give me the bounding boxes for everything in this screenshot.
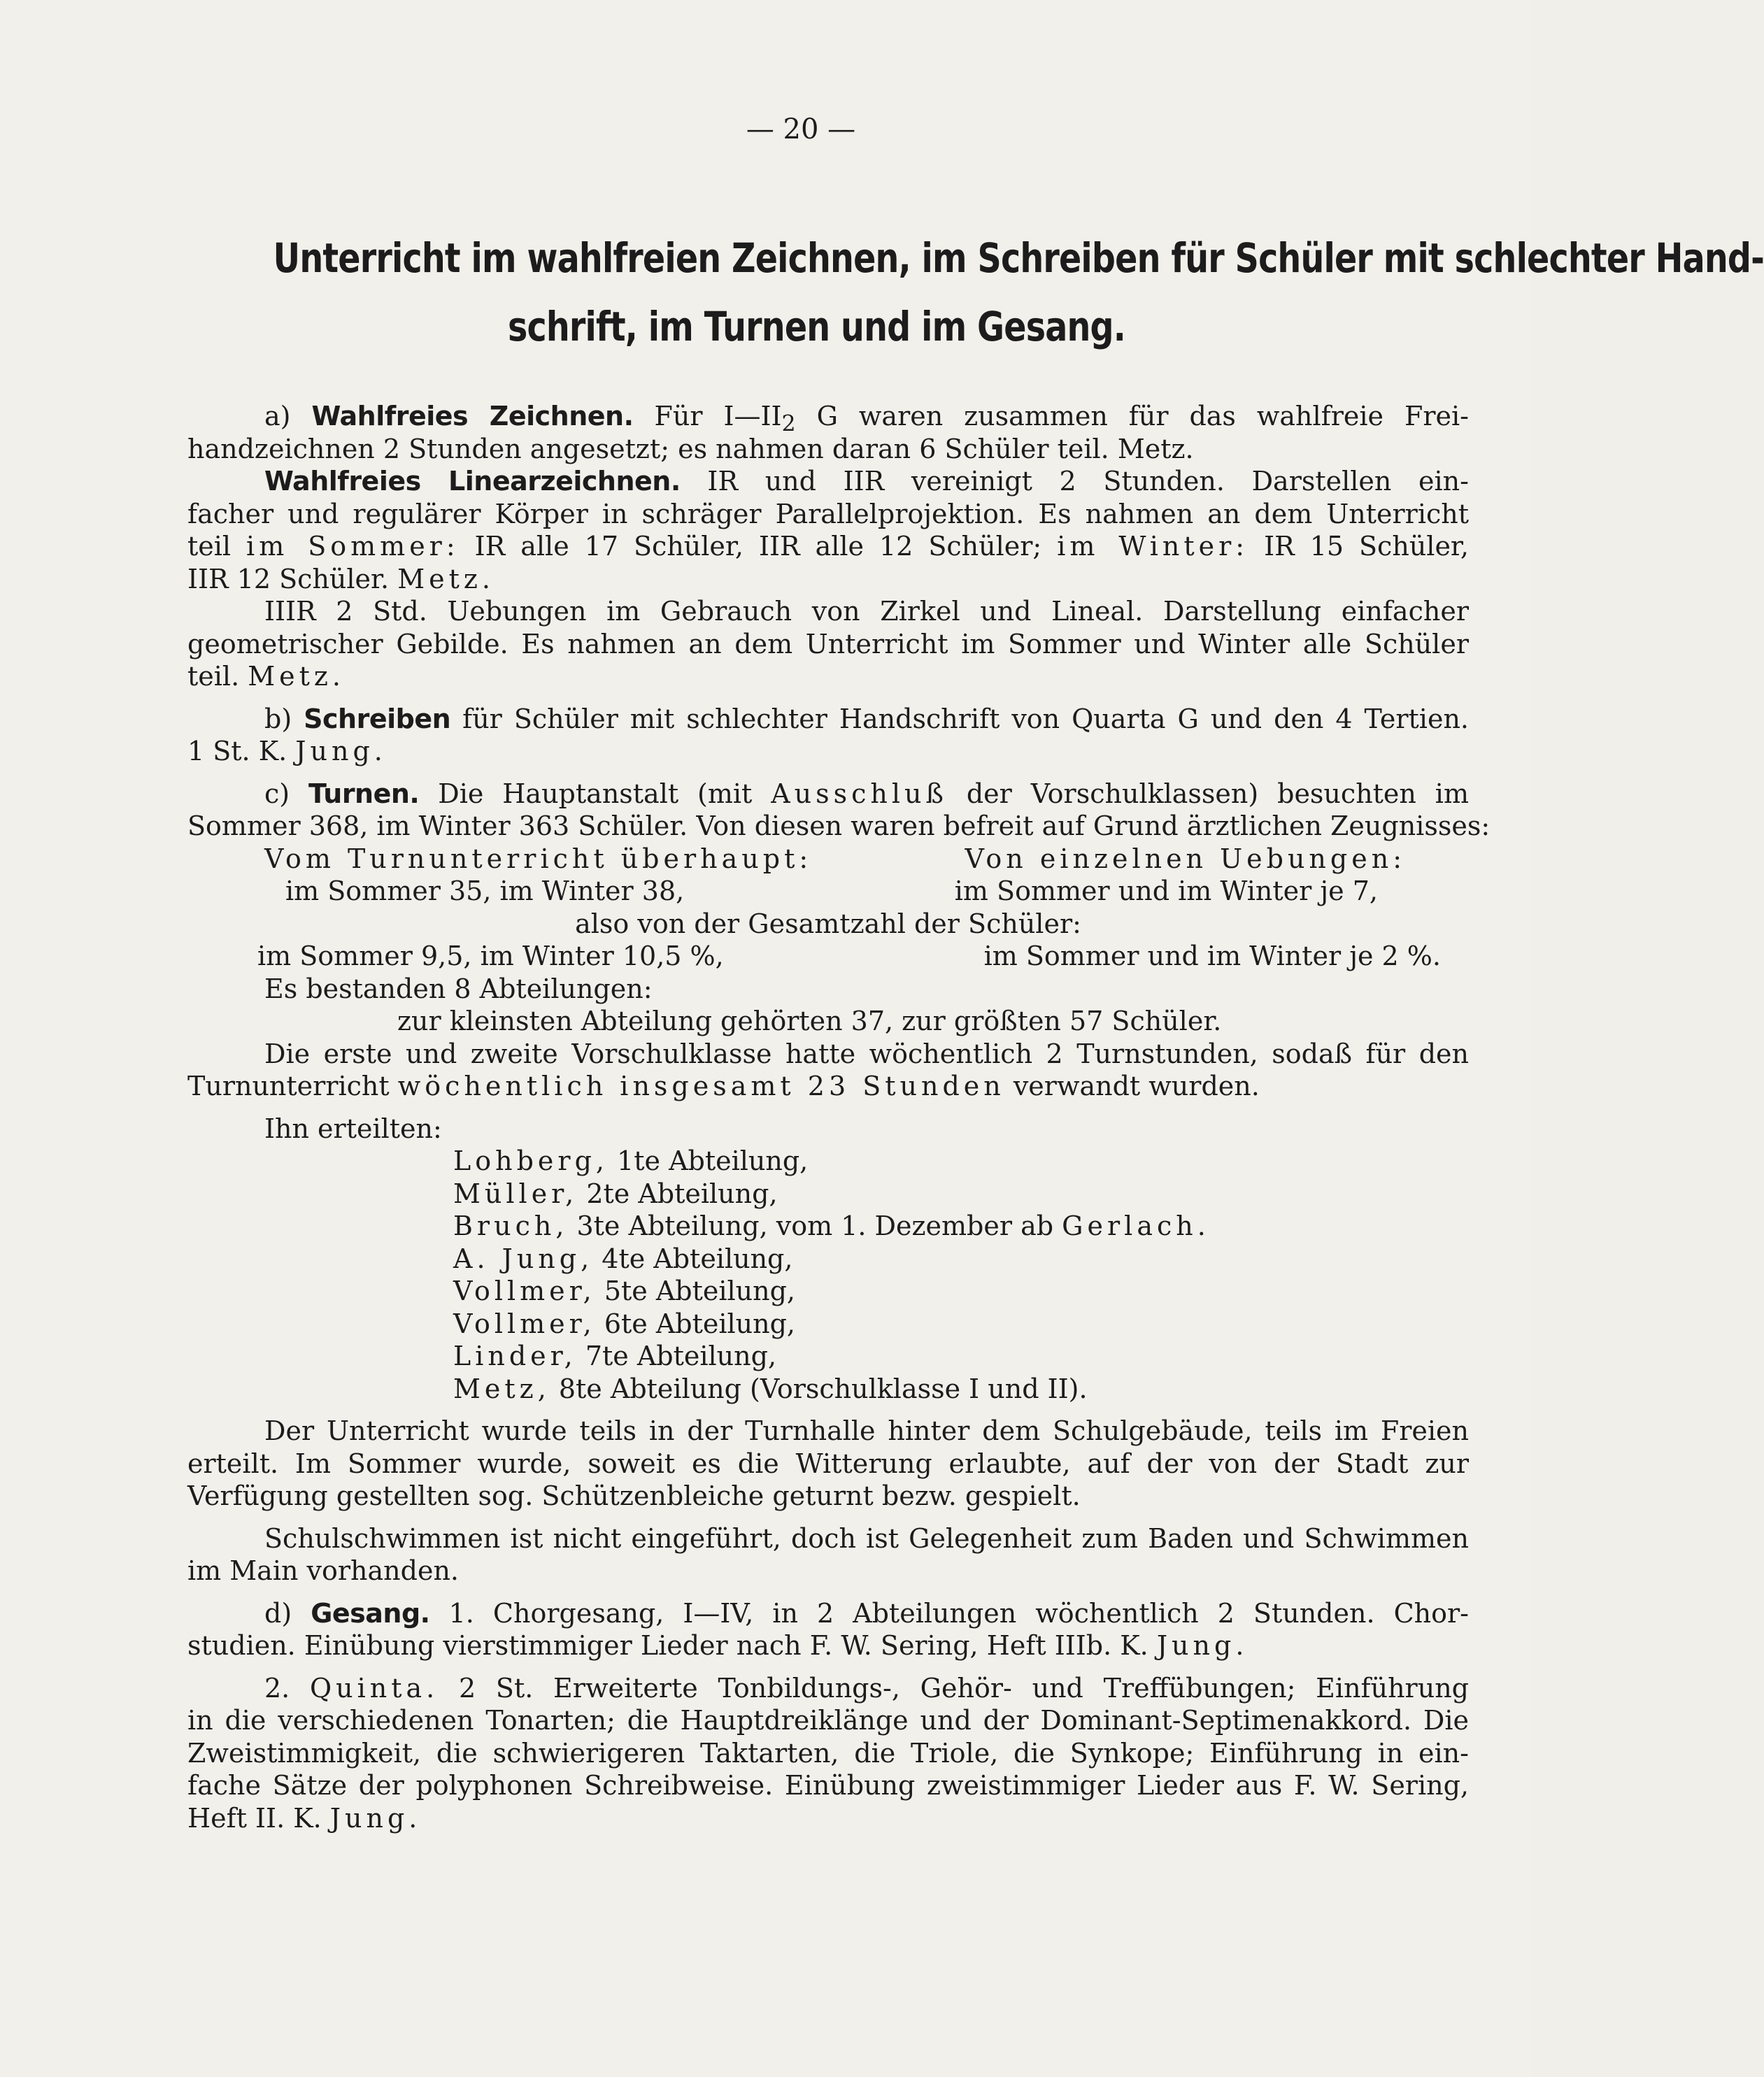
para-c-line-1: c) Turnen. Die Hauptanstalt (mit Ausschluß der Vorschulklassen) besuchten im <box>264 778 1469 809</box>
teacher-line: A. Jung, 4te Abteilung, <box>453 1243 793 1274</box>
quinta-line-1: 2. Quinta. 2 St. Erweiterte Tonbildungs-, Gehör- und Treffübungen; Einführung <box>264 1672 1469 1704</box>
vorschul-line-2: Turnunterricht wöchentlich insgesamt 23 Stunden verwandt wurden. <box>187 1071 1260 1101</box>
turnhalle-line-3: Verfügung gestellten sog. Schützenbleiche geturnt bezw. gespielt. <box>187 1480 1081 1511</box>
turnhalle-line-2: erteilt. Im Sommer wurde, soweit es die Witterung erlaubte, auf der von der Stadt zur <box>187 1448 1469 1479</box>
para-b-line-2: 1 St. K. Jung. <box>187 736 387 766</box>
para-linear-line-2: facher und regulärer Körper in schräger Parallelprojektion. Es nahmen an dem Unterricht <box>187 498 1469 529</box>
para-iiir-line-1: IIIR 2 Std. Uebungen im Gebrauch von Zirkel und Lineal. Darstellung einfacher <box>264 596 1469 627</box>
para-iiir-line-2: geometrischer Gebilde. Es nahmen an dem Unterricht im Sommer und Winter alle Schüler <box>187 628 1469 659</box>
heading-schreiben: Schreiben <box>304 703 451 734</box>
heading-wahlfreies-zeichnen: Wahlfreies Zeichnen. <box>311 401 634 431</box>
col-left-heading: Vom Turnunterricht überhaupt: <box>264 843 813 874</box>
page-number: — 20 — <box>746 113 856 145</box>
teacher-line: Vollmer, 5te Abteilung, <box>453 1276 796 1306</box>
exemption-also: also von der Gesamtzahl der Schüler: <box>575 908 1081 939</box>
col-right-heading: Von einzelnen Uebungen: <box>965 843 1406 874</box>
para-linear-line-1: Wahlfreies Linearzeichnen. IR und IIR vereinigt 2 Stunden. Darstellen ein- <box>264 466 1469 497</box>
title-line-1: Unterricht im wahlfreien Zeichnen, im Schreiben für Schüler mit schlechter Hand- <box>273 234 1764 282</box>
para-b-line-1: b) Schreiben für Schüler mit schlechter Handschrift von Quarta G und den 4 Tertien. <box>264 703 1470 734</box>
erteilten-label: Ihn erteilten: <box>264 1113 442 1144</box>
turnhalle-line-1: Der Unterricht wurde teils in der Turnhalle hinter dem Schulgebäude, teils im Freien <box>264 1415 1469 1446</box>
schwimmen-line-2: im Main vorhanden. <box>187 1555 460 1586</box>
teacher-line: Lohberg, 1te Abteilung, <box>453 1145 809 1176</box>
abteilungen-count: Es bestanden 8 Abteilungen: <box>264 973 653 1004</box>
heading-linearzeichnen: Wahlfreies Linearzeichnen. <box>264 466 681 497</box>
para-d-line-2: studien. Einübung vierstimmiger Lieder nach F. W. Sering, Heft IIIb. K. Jung. <box>187 1630 1249 1661</box>
para-linear-line-4: IIR 12 Schüler. Metz. <box>187 563 495 594</box>
teacher-line: Müller, 2te Abteilung, <box>453 1178 778 1209</box>
para-d-line-1: d) Gesang. 1. Chorgesang, I—IV, in 2 Abteilungen wöchentlich 2 Stunden. Chor- <box>264 1597 1470 1629</box>
heading-gesang: Gesang. <box>311 1597 430 1629</box>
heading-turnen: Turnen. <box>308 778 420 809</box>
vorschul-line-1: Die erste und zweite Vorschulklasse hatte wöchentlich 2 Turnstunden, sodaß für den <box>264 1038 1469 1069</box>
teacher-line: Linder, 7te Abteilung, <box>453 1341 777 1371</box>
teacher-line: Bruch, 3te Abteilung, vom 1. Dezember ab Gerlach. <box>453 1211 1210 1241</box>
teacher-line: Metz, 8te Abteilung (Vorschulklasse I und II). <box>453 1373 1088 1404</box>
exemption-headers <box>187 843 1469 876</box>
exemption-row-2: im Sommer 9,5, im Winter 10,5 %, im Sommer und im Winter je 2 %. <box>257 941 1441 971</box>
body-text <box>187 400 1491 1834</box>
quinta-line-5: Heft II. K. Jung. <box>187 1802 422 1834</box>
section-title <box>273 224 1764 361</box>
para-linear-line-3: teil im Sommer: IR alle 17 Schüler, IIR alle 12 Schüler; im Winter: IR 15 Schüler, <box>187 531 1469 562</box>
abteilungen-detail: zur kleinsten Abteilung gehörten 37, zur größten 57 Schüler. <box>397 1006 1222 1036</box>
quinta-line-4: fache Sätze der polyphonen Schreibweise. Einübung zweistimmiger Lieder aus F. W. Sering, <box>187 1770 1469 1801</box>
exemption-row-1: im Sommer 35, im Winter 38, im Sommer und im Winter je 7, <box>285 876 1378 906</box>
title-line-2: schrift, im Turnen und im Gesang. <box>507 303 1125 350</box>
teacher-line: Vollmer, 6te Abteilung, <box>453 1308 796 1339</box>
schwimmen-line-1: Schulschwimmen ist nicht eingeführt, doch ist Gelegenheit zum Baden und Schwimmen <box>264 1522 1469 1554</box>
para-c-line-2: Sommer 368, im Winter 363 Schüler. Von diesen waren befreit auf Grund ärztlichen Zeugnisses: <box>187 811 1491 841</box>
para-a-line-2: handzeichnen 2 Stunden angesetzt; es nahmen daran 6 Schüler teil. Metz. <box>187 433 1194 464</box>
quinta-line-3: Zweistimmigkeit, die schwierigeren Taktarten, die Triole, die Synkope; Einführung in ein- <box>187 1737 1469 1769</box>
quinta-line-2: in die verschiedenen Tonarten; die Hauptdreiklänge und der Dominant-Septimenakkord. Die <box>187 1705 1469 1736</box>
para-a-line-1: a) Wahlfreies Zeichnen. Für $I—II_2$ G waren zusammen für das wahlfreie Frei- <box>264 401 1470 437</box>
para-iiir-line-3: teil. Metz. <box>187 661 346 692</box>
